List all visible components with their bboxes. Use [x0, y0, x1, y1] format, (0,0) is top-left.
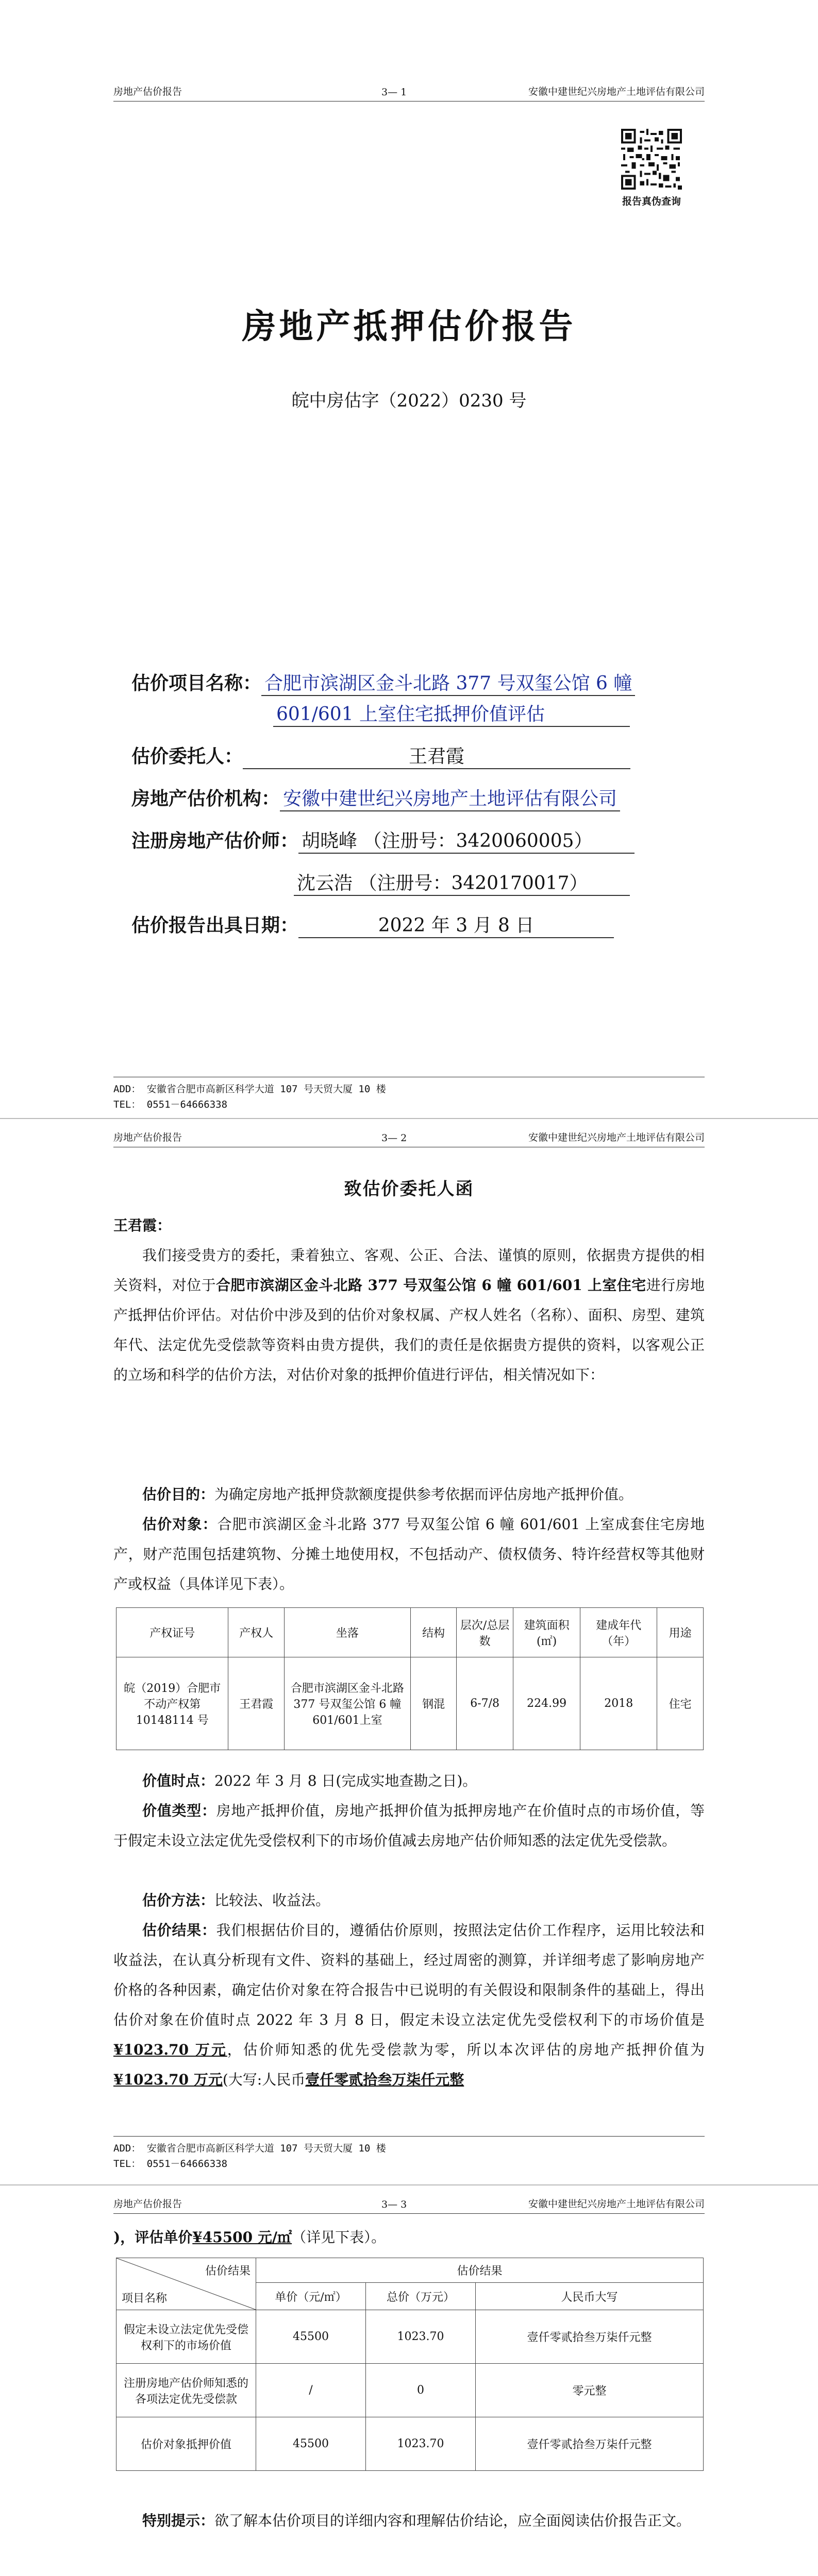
footer-address: ADD： 安徽省合肥市高新区科学大道 107 号天贸大厦 10 楼	[113, 1083, 386, 1095]
intro-text-1: 我们接受贵方的委托，秉着独立、客观、公正、合法、谨慎的原则，依据贵方提供的相关资料，对位于	[113, 1247, 705, 1294]
rt-r2-total: 0	[366, 2364, 476, 2417]
rt-r2-upper: 零元整	[476, 2364, 704, 2417]
header-page-number: 3— 1	[381, 87, 407, 98]
result-mortgage-value: ¥1023.70 万元	[113, 2071, 223, 2088]
rt-r1-name: 假定未设立法定优先受偿权利下的市场价值	[116, 2310, 256, 2364]
result-text-1: 我们根据估价目的，遵循估价原则，按照法定估价工作程序，运用比较法和收益法，在认真分析现有文件、资料的基础上，经过周密的测算，并详细考虑了影响房地产价格的各种因素，确定估价对象在符合报告中已说明的有关假设和限制条件的基础上，得出估价对象在价值时点 2022 年 3 月 8 日，假定未设立法定优先受偿权利下的市场价值是	[113, 1922, 705, 2028]
result-text-5: （详见下表）。	[292, 2229, 386, 2246]
letter-page	[0, 1123, 818, 2169]
project-name-row	[131, 669, 635, 696]
cell-area: 224.99	[513, 1657, 580, 1750]
agency-row	[131, 784, 620, 811]
cell-year: 2018	[580, 1657, 657, 1750]
letter-title: 致估价委托人函	[344, 1179, 474, 1199]
report-title: 房地产抵押估价报告	[242, 306, 576, 346]
result-label: 估价结果：	[142, 1922, 216, 1939]
value-date-paragraph	[113, 1766, 705, 1796]
cell-location: 合肥市滨湖区金斗北路 377 号双玺公馆 6 幢 601/601上室	[285, 1657, 411, 1750]
client-label: 估价委托人：	[131, 745, 243, 767]
rt-r3-unit: 45500	[256, 2417, 366, 2471]
cover-page	[0, 0, 818, 1118]
special-note-paragraph	[113, 2506, 705, 2536]
purpose-label: 估价目的：	[142, 1486, 215, 1503]
header-right: 安徽中建世纪兴房地产土地评估有限公司	[528, 1132, 705, 1143]
cell-cert-no: 皖（2019）合肥市不动产权第10148114 号	[116, 1657, 228, 1750]
table-row	[116, 1657, 704, 1750]
table-row	[116, 2310, 704, 2364]
rt-col-upper: 人民币大写	[476, 2283, 704, 2310]
rt-col-total: 总价（万元）	[366, 2283, 476, 2310]
page-separator	[0, 1118, 818, 1119]
footer-address: ADD： 安徽省合肥市高新区科学大道 107 号天贸大厦 10 楼	[113, 2143, 386, 2154]
method-paragraph	[113, 1886, 705, 1916]
page-header	[113, 78, 705, 101]
rt-r2-unit: /	[256, 2364, 366, 2417]
result-continuation	[113, 2223, 705, 2252]
salutation	[113, 1211, 705, 1241]
header-right: 安徽中建世纪兴房地产土地评估有限公司	[528, 86, 705, 97]
property-table-header	[116, 1608, 704, 1657]
result-paragraph	[113, 1916, 705, 2095]
header-right: 安徽中建世纪兴房地产土地评估有限公司	[528, 2198, 705, 2210]
client-value: 王君霞	[243, 742, 630, 769]
report-date-value: 2022 年 3 月 8 日	[298, 911, 614, 938]
value-date-text: 2022 年 3 月 8 日(完成实地查勘之日)。	[214, 1772, 477, 1789]
result-text-4: )，评估单价	[113, 2229, 193, 2246]
object-text: 合肥市滨湖区金斗北路 377 号双玺公馆 6 幢 601/601 上室成套住宅房地产，财产范围包括建筑物、分摊土地使用权，不包括动产、债权债务、特许经营权等其他财产或权益（具体详见下表）。	[113, 1516, 705, 1592]
th-cert-no: 产权证号	[116, 1608, 228, 1657]
rt-r3-name: 估价对象抵押价值	[116, 2417, 256, 2471]
agency-label: 房地产估价机构：	[131, 788, 280, 809]
rt-r3-upper: 壹仟零贰拾叁万柒仟元整	[476, 2417, 704, 2471]
result-table-header-1	[116, 2258, 704, 2283]
method-label: 估价方法：	[142, 1892, 215, 1909]
rt-col-unit: 单价（元/㎡）	[256, 2283, 366, 2310]
header-left: 房地产估价报告	[113, 1132, 182, 1143]
qr-code-icon[interactable]	[621, 129, 682, 190]
client-row	[131, 742, 630, 769]
special-note-label: 特别提示：	[142, 2512, 215, 2529]
footer-tel: TEL： 0551－64666338	[113, 2158, 228, 2170]
rt-r1-upper: 壹仟零贰拾叁万柒仟元整	[476, 2310, 704, 2364]
cell-owner: 王君霞	[228, 1657, 285, 1750]
qr-caption: 报告真伪查询	[622, 196, 681, 207]
value-type-text: 房地产抵押价值，房地产抵押价值为抵押房地产在价值时点的市场价值，等于假定未设立法定优先受偿权利下的市场价值减去房地产估价师知悉的法定优先受偿款。	[113, 1802, 705, 1849]
result-market-value: ¥1023.70 万元	[113, 2041, 227, 2058]
rt-group-header: 估价结果	[256, 2258, 704, 2283]
object-paragraph	[113, 1510, 705, 1599]
date-row	[131, 911, 614, 938]
result-table	[116, 2258, 704, 2471]
salutation-text: 王君霞：	[113, 1217, 172, 1234]
rt-corner	[116, 2258, 256, 2310]
page-separator	[0, 2184, 818, 2185]
th-owner: 产权人	[228, 1608, 285, 1657]
th-use: 用途	[657, 1608, 704, 1657]
rt-r1-unit: 45500	[256, 2310, 366, 2364]
result-text-2: ，估价师知悉的优先受偿款为零，所以本次评估的房地产抵押价值为	[227, 2041, 705, 2058]
report-number: 皖中房估字（2022）0230 号	[291, 391, 527, 411]
th-location: 坐落	[285, 1608, 411, 1657]
value-type-paragraph	[113, 1796, 705, 1856]
report-date-label: 估价报告出具日期：	[131, 914, 299, 936]
intro-paragraph	[113, 1241, 705, 1390]
property-table	[116, 1607, 704, 1750]
purpose-text: 为确定房地产抵押贷款额度提供参考依据而评估房地产抵押价值。	[214, 1486, 633, 1503]
table-row	[116, 2364, 704, 2417]
th-year: 建成年代（年）	[580, 1608, 657, 1657]
appraiser-label: 注册房地产估价师：	[131, 830, 299, 852]
value-type-label: 价值类型：	[142, 1802, 216, 1819]
header-page-number: 3— 2	[381, 1132, 407, 1144]
appraiser-row	[131, 826, 635, 854]
cell-structure: 钢混	[410, 1657, 457, 1750]
project-name-line2: 601/601 上室住宅抵押价值评估	[273, 700, 630, 727]
rt-r2-name: 注册房地产估价师知悉的各项法定优先受偿款	[116, 2364, 256, 2417]
header-page-number: 3— 3	[381, 2199, 407, 2210]
appraiser-2: 沈云浩 （注册号：3420170017）	[294, 869, 630, 896]
footer-tel: TEL： 0551－64666338	[113, 1099, 228, 1110]
result-page	[0, 2190, 818, 2576]
rt-corner-bottom: 项目名称	[122, 2292, 168, 2305]
project-name-label: 估价项目名称：	[131, 672, 262, 694]
purpose-paragraph	[113, 1480, 705, 1510]
project-name-line1: 合肥市滨湖区金斗北路 377 号双玺公馆 6 幢	[261, 669, 635, 696]
project-name-row-2	[273, 700, 630, 727]
intro-text-2: 进行房地产抵押估价评估。对估价中涉及到的估价对象权属、产权人姓名（名称）、面积、房型、建筑年代、法定优先受偿款等资料由贵方提供，我们的责任是依据贵方提供的资料，以客观公正的立场和科学的估价方法，对估价对象的抵押价值进行评估，相关情况如下：	[113, 1277, 705, 1383]
appraiser-1: 胡晓峰 （注册号：3420060005）	[298, 826, 635, 854]
page-header	[113, 1124, 705, 1147]
page-footer	[113, 2136, 705, 2172]
special-note-text: 欲了解本估价项目的详细内容和理解估价结论，应全面阅读估价报告正文。	[214, 2512, 691, 2529]
appraiser-row-2	[294, 869, 630, 896]
value-date-label: 价值时点：	[142, 1772, 215, 1789]
page-footer	[113, 1077, 705, 1112]
method-text: 比较法、收益法。	[214, 1892, 330, 1909]
agency-value: 安徽中建世纪兴房地产土地评估有限公司	[280, 784, 620, 811]
header-left: 房地产估价报告	[113, 86, 182, 97]
th-floor: 层次/总层数	[457, 1608, 513, 1657]
intro-address: 合肥市滨湖区金斗北路 377 号双玺公馆 6 幢 601/601 上室住宅	[216, 1277, 646, 1294]
th-structure: 结构	[410, 1608, 457, 1657]
rt-corner-top: 估价结果	[205, 2265, 251, 2278]
rt-r3-total: 1023.70	[366, 2417, 476, 2471]
result-text-3: (大写:人民币	[222, 2071, 306, 2088]
result-unit-price: ¥45500 元/㎡	[192, 2229, 292, 2246]
table-row	[116, 2417, 704, 2471]
header-left: 房地产估价报告	[113, 2198, 182, 2210]
cell-use: 住宅	[657, 1657, 704, 1750]
rt-r1-total: 1023.70	[366, 2310, 476, 2364]
page-header	[113, 2191, 705, 2214]
object-label: 估价对象：	[142, 1516, 218, 1533]
result-amount-upper: 壹仟零贰拾叁万柒仟元整	[305, 2071, 464, 2088]
cell-floor: 6-7/8	[457, 1657, 513, 1750]
th-area: 建筑面积(㎡)	[513, 1608, 580, 1657]
